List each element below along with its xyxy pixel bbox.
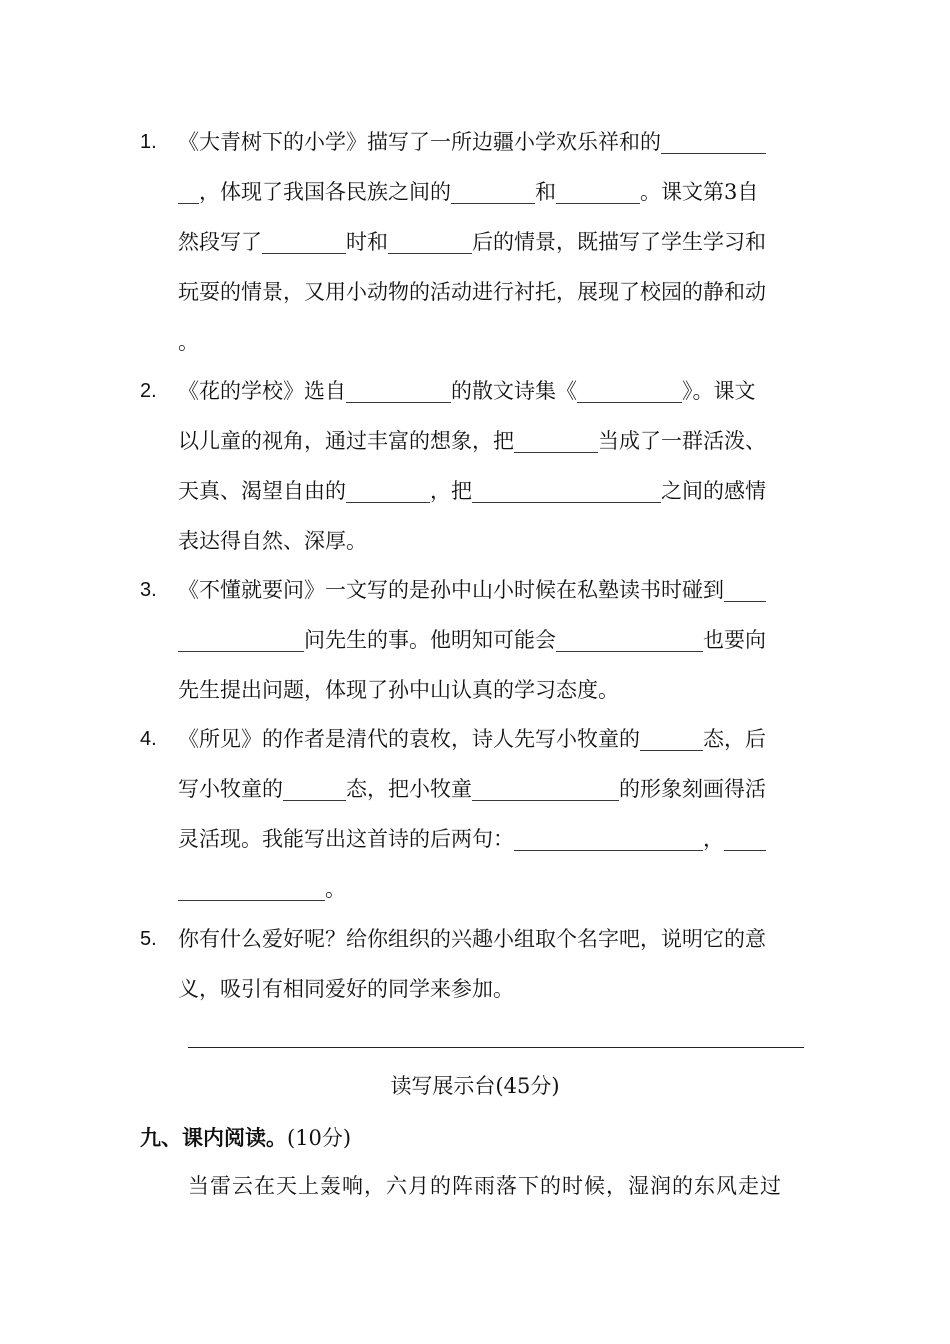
question-line: 天真、渴望自由的________，把__________________之间的感情 xyxy=(178,479,766,503)
part-nine-score: (10分) xyxy=(287,1126,352,1150)
question-number: 3. xyxy=(140,579,157,601)
question-line: 《所见》的作者是清代的袁枚，诗人先写小牧童的______态，后 xyxy=(178,727,766,751)
question-number: 5. xyxy=(140,928,157,950)
question-line: 。 xyxy=(178,330,199,354)
part-nine-heading xyxy=(140,1116,351,1160)
question-line: 然段写了________时和________后的情景，既描写了学生学习和 xyxy=(178,230,766,254)
question-line: 你有什么爱好呢？给你组织的兴趣小组取个名字吧，说明它的意 xyxy=(178,927,766,951)
question-line: 玩耍的情景，又用小动物的活动进行衬托，展现了校园的静和动 xyxy=(178,280,766,304)
question-line: ______________。 xyxy=(178,877,346,901)
question-line: __，体现了我国各民族之间的________和________。课文第3自 xyxy=(178,180,759,204)
question-line: ____________问先生的事。他明知可能会______________也要向 xyxy=(178,628,766,652)
question-line: 灵活现。我能写出这首诗的后两句：__________________，____ xyxy=(178,827,766,851)
question-line: 《花的学校》选自__________的散文诗集《__________》。课文 xyxy=(178,379,756,403)
section-title: 读写展示台(45分) xyxy=(390,1074,560,1098)
question-line: 写小牧童的______态，把小牧童______________的形象刻画得活 xyxy=(178,777,766,801)
question-number: 2. xyxy=(140,380,157,402)
part-nine-title: 九、课内阅读。 xyxy=(140,1126,287,1150)
question-line: 表达得自然、深厚。 xyxy=(178,529,367,553)
question-number: 4. xyxy=(140,728,157,750)
answer-blank-line xyxy=(188,1047,804,1048)
question-line: 以儿童的视角，通过丰富的想象，把________当成了一群活泼、 xyxy=(178,429,766,453)
reading-passage-line: 当雷云在天上轰响，六月的阵雨落下的时候，湿润的东风走过 xyxy=(188,1174,782,1198)
question-line: 义，吸引有相同爱好的同学来参加。 xyxy=(178,977,514,1001)
question-line: 《不懂就要问》一文写的是孙中山小时候在私塾读书时碰到____ xyxy=(178,578,766,602)
question-line: 先生提出问题，体现了孙中山认真的学习态度。 xyxy=(178,678,619,702)
question-line: 《大青树下的小学》描写了一所边疆小学欢乐祥和的__________ xyxy=(178,130,766,154)
question-number: 1. xyxy=(140,131,157,153)
